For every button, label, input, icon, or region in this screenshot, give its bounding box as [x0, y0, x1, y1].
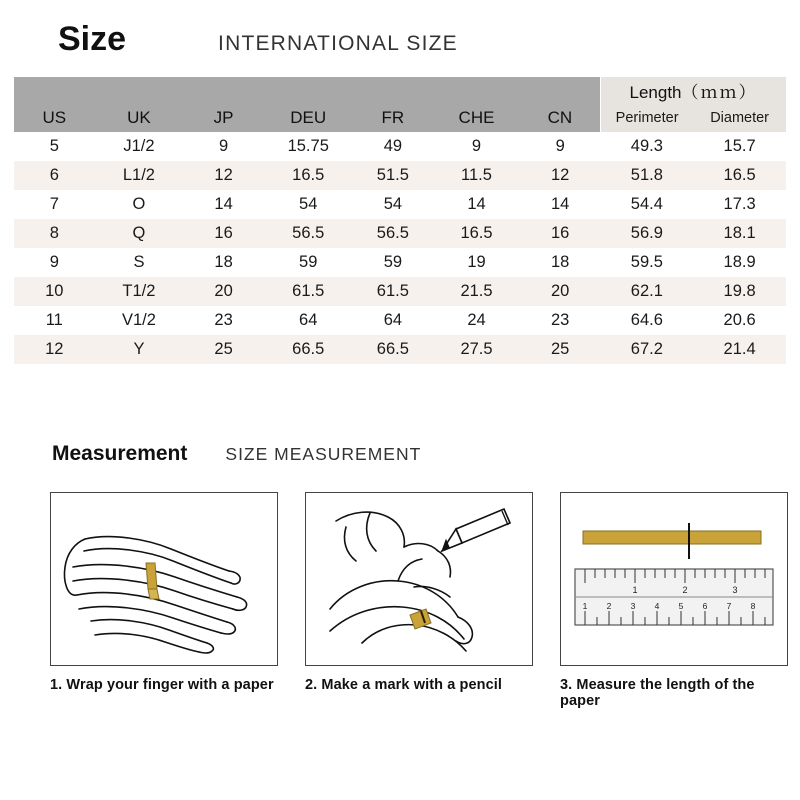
- step-1-illustration-box: [50, 492, 278, 666]
- ruler-inch-label: 6: [702, 601, 708, 611]
- ruler-with-paper-strip-icon: [561, 493, 787, 665]
- ruler-cm-label: 1: [632, 585, 638, 595]
- cell-perimeter: 49.3: [601, 132, 694, 161]
- cell-che: 19: [433, 248, 520, 277]
- ruler-inch-label: 7: [726, 601, 732, 611]
- cell-uk: V1/2: [95, 306, 184, 335]
- col-header-cn: CN: [520, 104, 601, 132]
- cell-jp: 25: [183, 335, 264, 364]
- cell-diameter: 18.1: [693, 219, 786, 248]
- cell-cn: 12: [520, 161, 601, 190]
- page-title: Size: [58, 20, 127, 58]
- cell-uk: Q: [95, 219, 184, 248]
- table-header-top: [14, 77, 786, 104]
- cell-jp: 18: [183, 248, 264, 277]
- cell-cn: 25: [520, 335, 601, 364]
- cell-us: 12: [14, 335, 95, 364]
- step-2-illustration-box: [305, 492, 533, 666]
- ruler-inch-label: 1: [582, 601, 588, 611]
- table-row: [14, 219, 786, 248]
- cell-che: 11.5: [433, 161, 520, 190]
- cell-us: 10: [14, 277, 95, 306]
- col-header-fr: FR: [353, 104, 434, 132]
- ruler-cm-label: 3: [732, 585, 738, 595]
- cell-deu: 64: [264, 306, 353, 335]
- ruler-inch-label: 8: [750, 601, 756, 611]
- cell-us: 8: [14, 219, 95, 248]
- cell-us: 6: [14, 161, 95, 190]
- col-header-us: US: [14, 104, 95, 132]
- cell-diameter: 20.6: [693, 306, 786, 335]
- cell-diameter: 21.4: [693, 335, 786, 364]
- ruler-shape: [575, 569, 773, 625]
- cell-jp: 23: [183, 306, 264, 335]
- col-header-jp: JP: [183, 104, 264, 132]
- table-row: [14, 335, 786, 364]
- measurement-step-2: [305, 492, 533, 709]
- cell-jp: 20: [183, 277, 264, 306]
- table-row: [14, 132, 786, 161]
- length-unit-label: （ｍｍ）: [681, 83, 758, 102]
- hand-with-pencil-icon: [306, 493, 532, 665]
- cell-fr: 49: [353, 132, 434, 161]
- cell-perimeter: 62.1: [601, 277, 694, 306]
- cell-diameter: 15.7: [693, 132, 786, 161]
- page-subtitle: INTERNATIONAL SIZE: [218, 32, 458, 55]
- cell-perimeter: 64.6: [601, 306, 694, 335]
- cell-diameter: 19.8: [693, 277, 786, 306]
- table-row: [14, 161, 786, 190]
- cell-deu: 16.5: [264, 161, 353, 190]
- cell-fr: 66.5: [353, 335, 434, 364]
- cell-diameter: 18.9: [693, 248, 786, 277]
- cell-deu: 66.5: [264, 335, 353, 364]
- measurement-step-1: [50, 492, 278, 709]
- size-table-wrapper: [0, 77, 800, 364]
- ruler-inch-label: 3: [630, 601, 636, 611]
- table-header-bottom: [14, 104, 786, 132]
- cell-cn: 9: [520, 132, 601, 161]
- cell-jp: 14: [183, 190, 264, 219]
- table-row: [14, 306, 786, 335]
- cell-cn: 18: [520, 248, 601, 277]
- col-header-che: CHE: [433, 104, 520, 132]
- cell-us: 11: [14, 306, 95, 335]
- cell-us: 5: [14, 132, 95, 161]
- step-1-caption: 1. Wrap your finger with a paper: [50, 677, 274, 693]
- cell-jp: 9: [183, 132, 264, 161]
- cell-diameter: 16.5: [693, 161, 786, 190]
- cell-uk: Y: [95, 335, 184, 364]
- cell-cn: 23: [520, 306, 601, 335]
- step-3-illustration-box: [560, 492, 788, 666]
- cell-perimeter: 56.9: [601, 219, 694, 248]
- pencil-shape: [442, 509, 510, 551]
- cell-deu: 61.5: [264, 277, 353, 306]
- table-row: [14, 248, 786, 277]
- cell-deu: 56.5: [264, 219, 353, 248]
- cell-fr: 54: [353, 190, 434, 219]
- cell-che: 21.5: [433, 277, 520, 306]
- cell-deu: 15.75: [264, 132, 353, 161]
- ruler-cm-label: 2: [682, 585, 688, 595]
- cell-che: 27.5: [433, 335, 520, 364]
- cell-diameter: 17.3: [693, 190, 786, 219]
- cell-us: 7: [14, 190, 95, 219]
- cell-cn: 16: [520, 219, 601, 248]
- cell-deu: 54: [264, 190, 353, 219]
- cell-che: 16.5: [433, 219, 520, 248]
- col-header-deu: DEU: [264, 104, 353, 132]
- cell-uk: T1/2: [95, 277, 184, 306]
- ruler-inch-label: 4: [654, 601, 660, 611]
- col-header-uk: UK: [95, 104, 184, 132]
- header-spacer: [14, 77, 601, 104]
- ruler-inch-label: 2: [606, 601, 612, 611]
- table-row: [14, 277, 786, 306]
- ruler-inch-label: 5: [678, 601, 684, 611]
- paper-strip-shape: [146, 563, 159, 599]
- cell-perimeter: 51.8: [601, 161, 694, 190]
- measurement-subtitle: SIZE MEASUREMENT: [225, 444, 422, 464]
- size-section-header: [0, 0, 800, 59]
- cell-us: 9: [14, 248, 95, 277]
- length-group-label: Length: [629, 83, 682, 102]
- cell-che: 24: [433, 306, 520, 335]
- international-size-table: [14, 77, 786, 364]
- cell-uk: L1/2: [95, 161, 184, 190]
- col-header-perimeter: Perimeter: [601, 104, 694, 132]
- table-row: [14, 190, 786, 219]
- measurement-section-header: [0, 442, 800, 466]
- cell-cn: 20: [520, 277, 601, 306]
- measurement-steps: [0, 492, 800, 709]
- cell-che: 9: [433, 132, 520, 161]
- cell-fr: 51.5: [353, 161, 434, 190]
- cell-fr: 59: [353, 248, 434, 277]
- cell-uk: O: [95, 190, 184, 219]
- cell-perimeter: 54.4: [601, 190, 694, 219]
- length-group-header: [601, 77, 787, 104]
- table-body: [14, 132, 786, 364]
- measurement-step-3: [560, 492, 788, 709]
- cell-perimeter: 59.5: [601, 248, 694, 277]
- cell-perimeter: 67.2: [601, 335, 694, 364]
- cell-uk: S: [95, 248, 184, 277]
- step-3-caption: 3. Measure the length of the paper: [560, 677, 755, 709]
- cell-jp: 16: [183, 219, 264, 248]
- measurement-title: Measurement: [52, 442, 188, 465]
- step-2-caption: 2. Make a mark with a pencil: [305, 677, 503, 693]
- cell-cn: 14: [520, 190, 601, 219]
- cell-fr: 61.5: [353, 277, 434, 306]
- col-header-diameter: Diameter: [693, 104, 786, 132]
- cell-fr: 56.5: [353, 219, 434, 248]
- cell-uk: J1/2: [95, 132, 184, 161]
- hand-with-paper-strip-icon: [51, 493, 277, 665]
- cell-fr: 64: [353, 306, 434, 335]
- cell-che: 14: [433, 190, 520, 219]
- cell-deu: 59: [264, 248, 353, 277]
- paper-strip-shape: [583, 523, 761, 559]
- cell-jp: 12: [183, 161, 264, 190]
